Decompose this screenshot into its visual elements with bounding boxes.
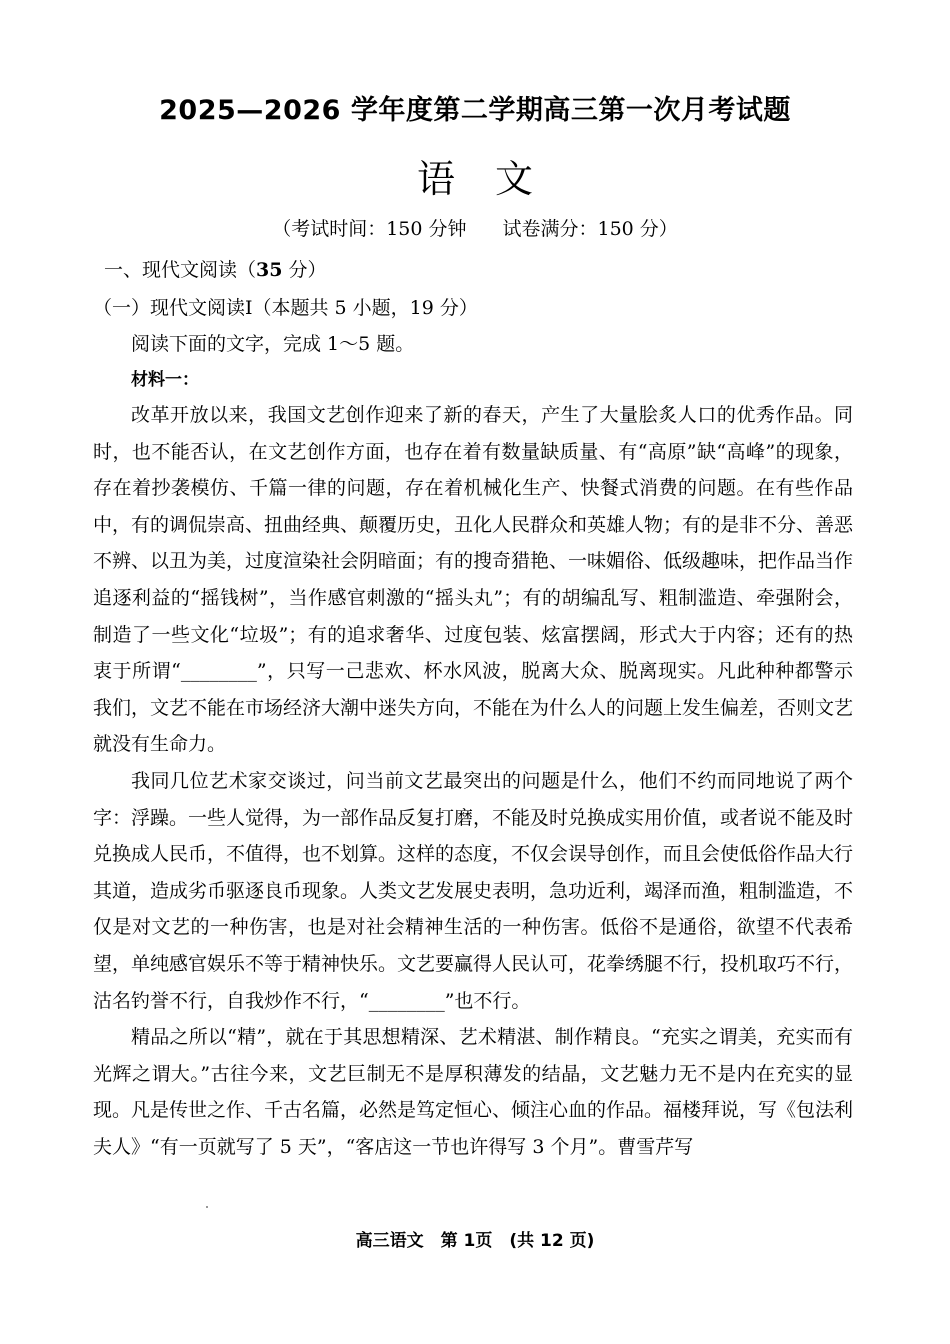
passage-paragraph-1: 改革开放以来，我国文艺创作迎来了新的春天，产生了大量脍炙人口的优秀作品。同时，也不能否认，在文艺创作方面，也存在着有数量缺质量、有“高原”缺“高峰”的现象，存在着抄袭模仿、千篇一律的问题，存在着机械化生产、快餐式消费的问题。在有些作品中，有的调侃崇高、扭曲经典、颠覆历史，丑化人民群众和英雄人物；有的是非不分、善恶不辨、以丑为美，过度渲染社会阴暗面；有的搜奇猎艳、一味媚俗、低级趣味，把作品当作追逐利益的“摇钱树”，当作感官刺激的“摇头丸”；有的胡编乱写、粗制滥造、牵强附会，制造了一些文化“垃圾”；有的追求奢华、过度包装、炫富摆阔，形式大于内容；还有的热衷于所谓“________”，只写一己悲欢、杯水风波，脱离大众、脱离现实。凡此种种都警示我们，文艺不能在市场经济大潮中迷失方向，不能在为什么人的问题上发生偏差，否则文艺就没有生命力。 <box>93 404 854 756</box>
scan-speck <box>206 1206 208 1208</box>
section-prefix: 一、现代文阅读（ <box>104 259 257 281</box>
passage-paragraph-3: 精品之所以“精”，就在于其思想精深、艺术精湛、制作精良。“充实之谓美，充实而有光辉之谓大。”古往今来，文艺巨制无不是厚积薄发的结晶，文艺魅力无不是内在充实的显现。凡是传世之作、千古名篇，必然是笃定恒心、倾注心血的作品。福楼拜说，写《包法利夫人》“有一页就写了 5 天”，“客店这一节也许得写 3 个月”。曹雪芹写 <box>93 1026 854 1158</box>
reading-passage <box>93 397 853 1165</box>
exam-info <box>0 214 950 241</box>
passage-paragraph-2: 我同几位艺术家交谈过，问当前文艺最突出的问题是什么，他们不约而同地说了两个字：浮躁。一些人觉得，为一部作品反复打磨，不能及时兑换成实用价值，或者说不能及时兑换成人民币，不值得，也不划算。这样的态度，不仅会误导创作，而且会使低俗作品大行其道，造成劣币驱逐良币现象。人类文艺发展史表明，急功近利，竭泽而渔，粗制滥造，不仅是对文艺的一种伤害，也是对社会精神生活的一种伤害。低俗不是通俗，欲望不代表希望，单纯感官娱乐不等于精神快乐。文艺要赢得人民认可，花拳绣腿不行，投机取巧不行，沽名钓誉不行，自我炒作不行，“________”也不行。 <box>93 769 854 1012</box>
material-label: 材料一： <box>131 370 199 390</box>
section-suffix: 分） <box>282 259 327 281</box>
exam-time: （考试时间：150 分钟 <box>272 218 467 240</box>
exam-title: 2025—2026 学年度第二学期高三第一次月考试题 <box>159 95 791 126</box>
subject-title: 语文 <box>416 157 573 201</box>
section-heading <box>104 255 327 282</box>
full-score: 试卷满分：150 分） <box>502 218 678 240</box>
page-footer: 高三语文 第 1页 (共 12 页) <box>355 1231 595 1251</box>
reading-instruction: 阅读下面的文字，完成 1～5 题。 <box>131 333 415 355</box>
section-points: 35 <box>256 259 283 281</box>
subsection-heading: （一）现代文阅读Ⅰ（本题共 5 小题，19 分） <box>93 297 478 319</box>
